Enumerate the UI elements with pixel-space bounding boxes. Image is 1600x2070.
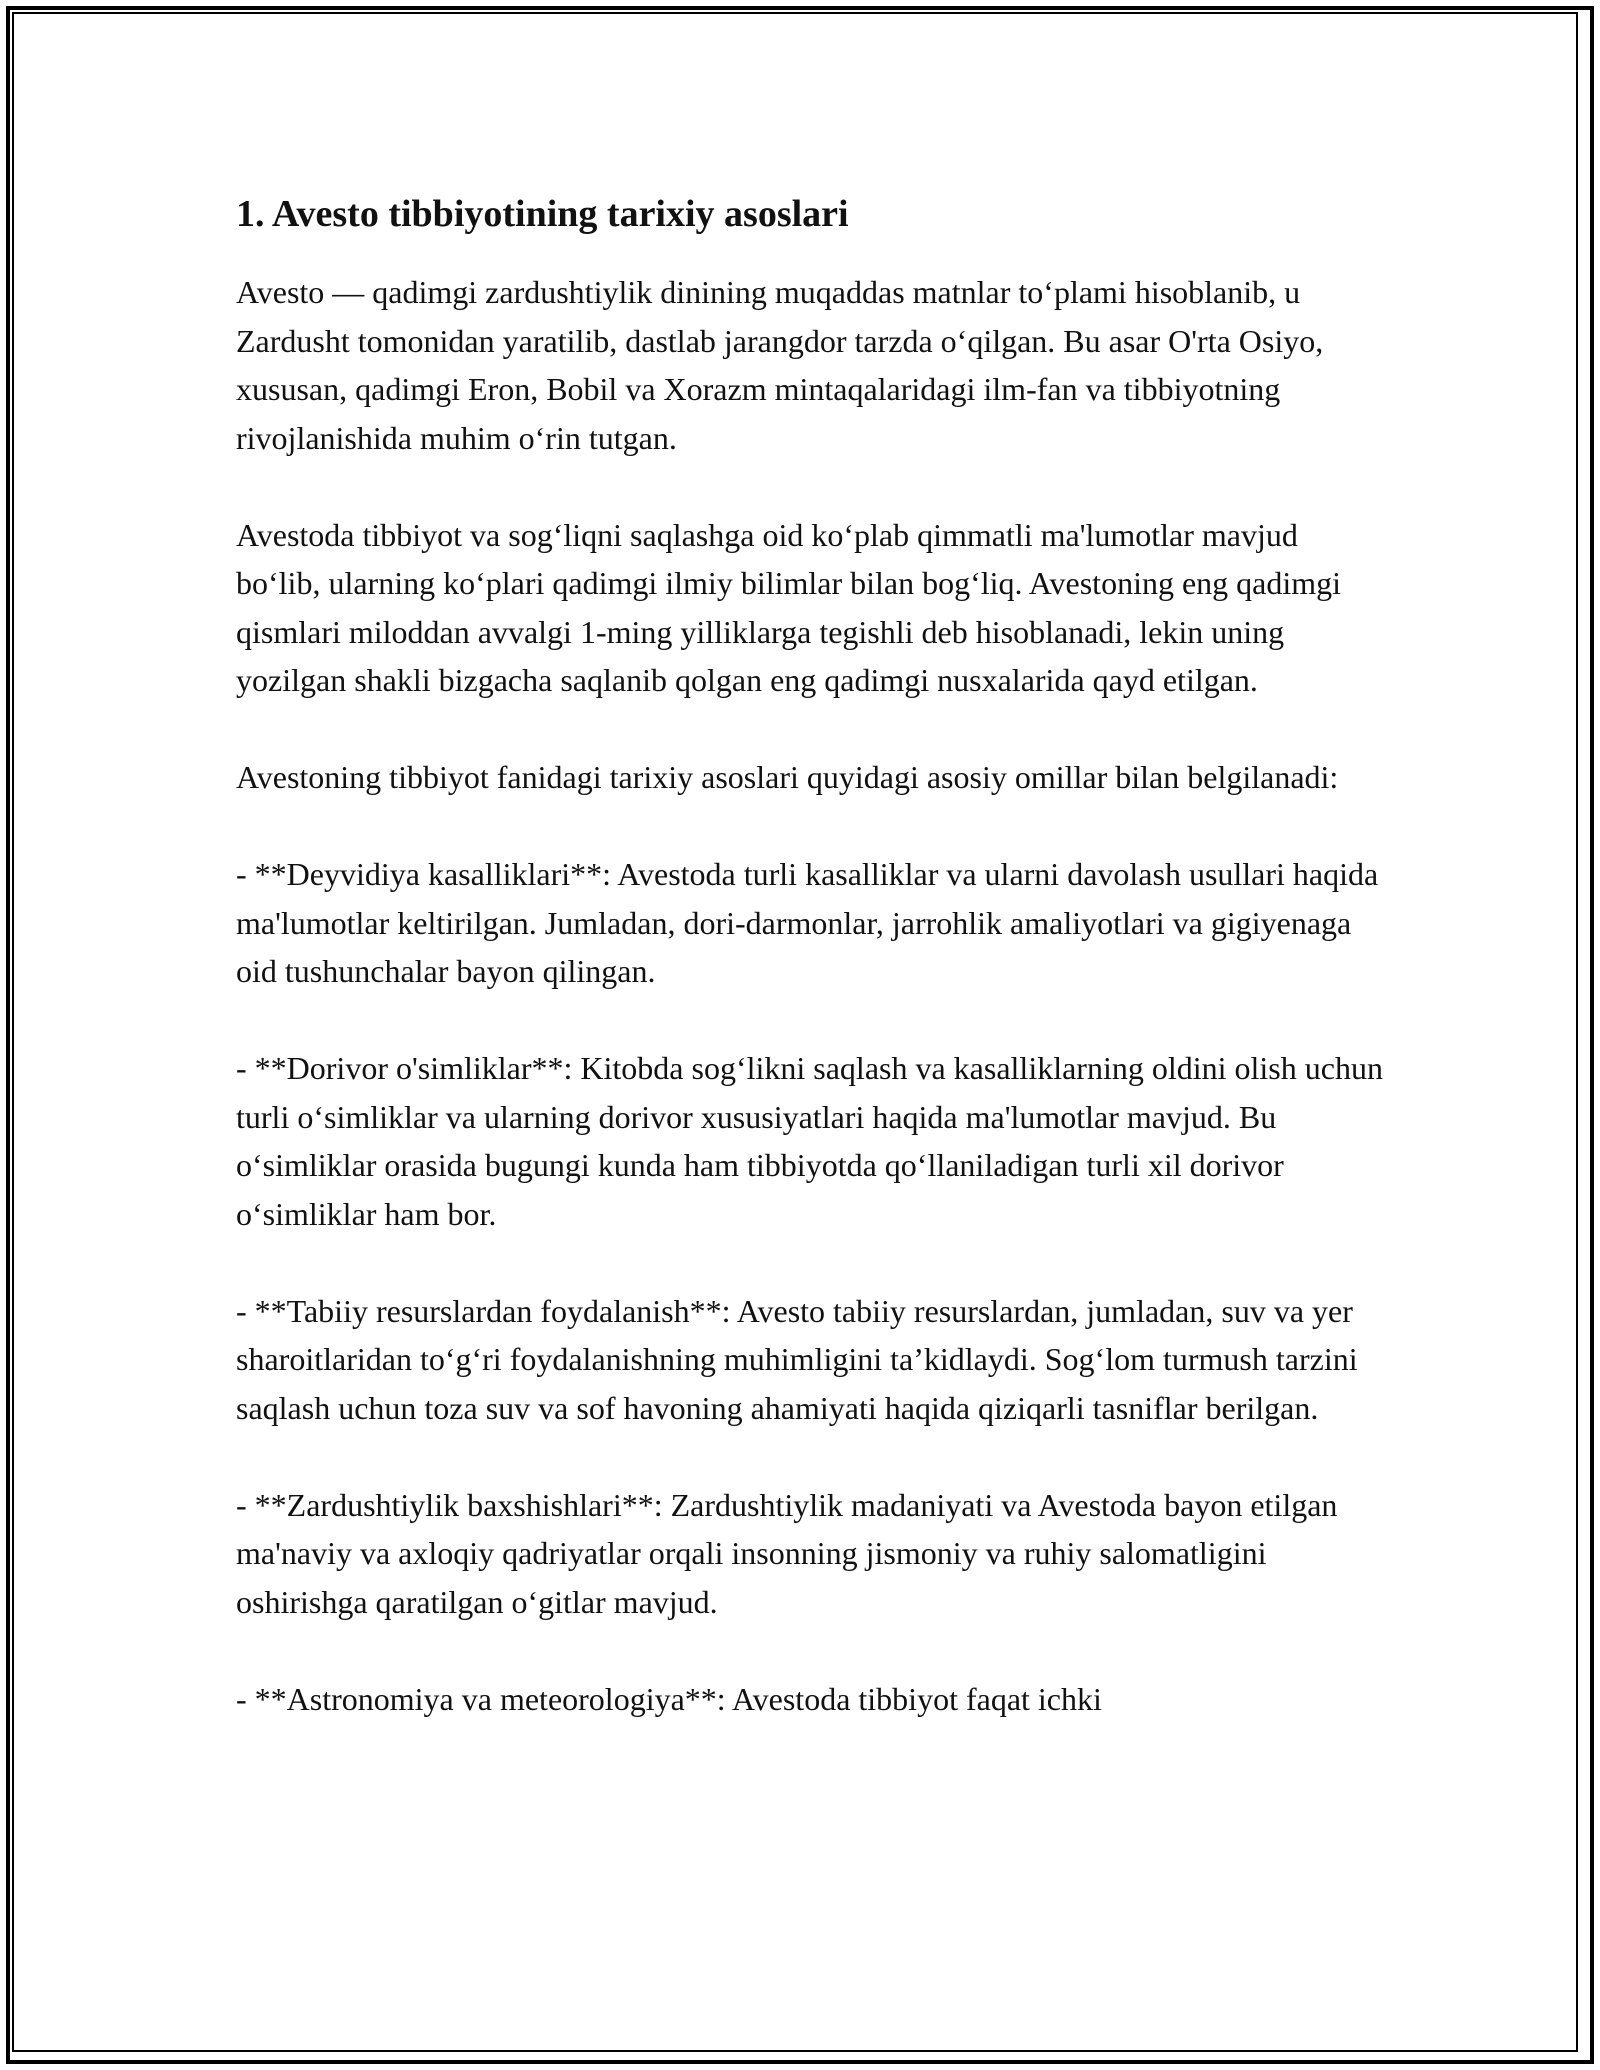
- list-item-astronomy: - **Astronomiya va meteorologiya**: Avestoda tibbiyot faqat ichki: [236, 1680, 1102, 1717]
- section-heading: 1. Avesto tibbiyotining tarixiy asoslari: [236, 193, 849, 235]
- list-item-natural-resources: - **Tabiiy resurslardan foydalanish**: Avesto tabiiy resurslardan, jumladan, suv va yer sharoitlaridan to‘g‘ri foydalanishning muhimligini ta’kidlaydi. Sog‘lom turmush tarzini saqlash uchun toza suv va sof havoning ahamiyati haqida qiziqarli tasniflar berilgan.: [236, 1292, 1358, 1426]
- paragraph-intro: Avesto — qadimgi zardushtiylik dinining muqaddas matnlar to‘plami hisoblanib, u Zardusht tomonidan yaratilib, dastlab jarangdor tarzda o‘qilgan. Bu asar O'rta Osiyo, xususan, qadimgi Eron, Bobil va Xorazm mintaqalaridagi ilm-fan va tibbiyotning rivojlanishida muhim o‘rin tutgan.: [236, 274, 1324, 456]
- list-item-medicinal-plants: - **Dorivor o'simliklar**: Kitobda sog‘likni saqlash va kasalliklarning oldini olish uchun turli o‘simliklar va ularning dorivor xususiyatlari haqida ma'lumotlar mavjud. Bu o‘simliklar orasida bugungi kunda ham tibbiyotda qo‘llaniladigan turli xil dorivor o‘simliklar ham bor.: [236, 1050, 1383, 1232]
- document-body: [236, 188, 1386, 1772]
- list-item-zoroastrian-values: - **Zardushtiylik baxshishlari**: Zardushtiylik madaniyati va Avestoda bayon etilgan ma'naviy va axloqiy qadriyatlar orqali insonning jismoniy va ruhiy salomatligini oshirishga qaratilgan o‘gitlar mavjud.: [236, 1486, 1338, 1620]
- paragraph-medicine-info: Avestoda tibbiyot va sog‘liqni saqlashga oid ko‘plab qimmatli ma'lumotlar mavjud bo‘lib, ularning ko‘plari qadimgi ilmiy bilimlar bilan bog‘liq. Avestoning eng qadimgi qismlari miloddan avvalgi 1-ming yilliklarga tegishli deb hisoblanadi, lekin uning yozilgan shakli bizgacha saqlanib qolgan eng qadimgi nusxalarida qayd etilgan.: [236, 516, 1342, 698]
- paragraph-factors-intro: Avestoning tibbiyot fanidagi tarixiy asoslari quyidagi asosiy omillar bilan belgilanadi:: [236, 759, 1339, 795]
- list-item-diseases: - **Deyvidiya kasalliklari**: Avestoda turli kasalliklar va ularni davolash usullari haqida ma'lumotlar keltirilgan. Jumladan, dori-darmonlar, jarrohlik amaliyotlari va gigiyenaga oid tushunchalar bayon qilingan.: [236, 856, 1379, 989]
